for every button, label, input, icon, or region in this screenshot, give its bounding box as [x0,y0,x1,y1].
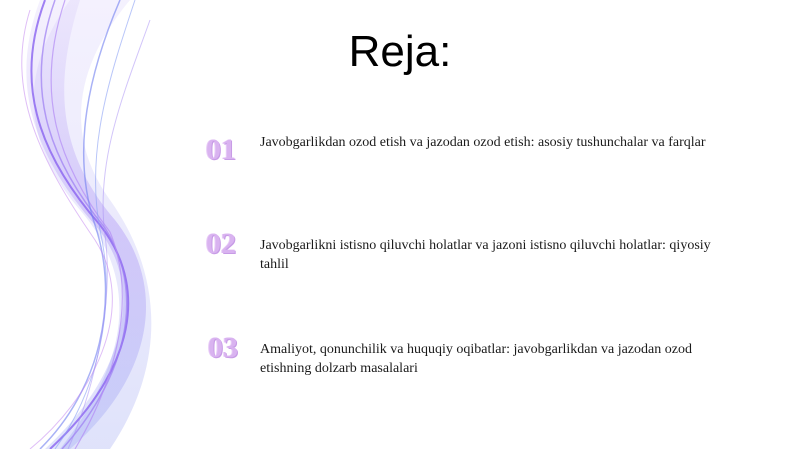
agenda-item-3 [196,331,756,391]
slide-title: Reja: [348,27,452,76]
item-text: Amaliyot, qonunchilik va huquqiy oqibatlar: javobgarlikdan va jazodan ozod etishning dolzarb masalalari [260,342,692,376]
agenda-item-2 [196,227,756,287]
item-text: Javobgarlikni istisno qiluvchi holatlar va jazoni istisno qiluvchi holatlar: qiyosiy tahlil [260,238,711,272]
item-number: 02 [206,227,236,260]
decorative-ribbon-graphic [0,0,200,449]
agenda-item-1 [196,133,756,193]
item-number: 01 [206,133,236,166]
item-number: 03 [208,331,238,364]
item-text: Javobgarlikdan ozod etish va jazodan ozod etish: asosiy tushunchalar va farqlar [260,135,706,150]
